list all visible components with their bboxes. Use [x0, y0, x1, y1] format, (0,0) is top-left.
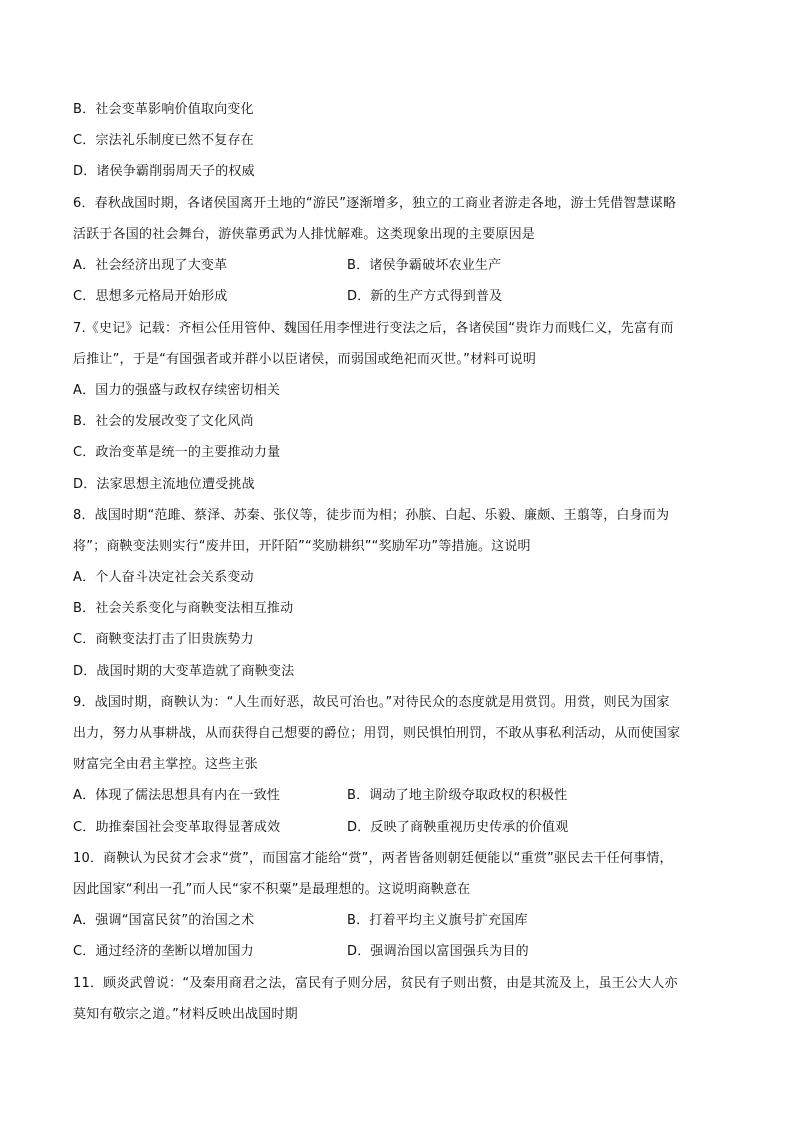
q9-option-d[interactable]: D．反映了商鞅重视历史传承的价值观: [347, 820, 569, 835]
q8-option-a[interactable]: A．个人奋斗决定社会关系变动: [73, 570, 254, 585]
q7-option-c[interactable]: C．政治变革是统一的主要推动力量: [73, 445, 281, 460]
q6-stem-line-2: 活跃于各国的社会舞台，游侠靠勇武为人排忧解难。这类现象出现的主要原因是: [73, 227, 536, 242]
q7-stem-line-1: 7.《史记》记载：齐桓公任用管仲、魏国任用李悝进行变法之后，各诸侯国“贵诈力而贱仁义，先富有而: [73, 321, 674, 336]
q9-option-a[interactable]: A．体现了儒法思想具有内在一致性: [73, 788, 281, 803]
q7-option-a[interactable]: A．国力的强盛与政权存续密切相关: [73, 383, 281, 398]
q6-option-d[interactable]: D．新的生产方式得到普及: [347, 289, 503, 304]
q7-stem-line-2: 后推让”，于是“有国强者或并群小以臣诸侯，而弱国或绝祀而灭世。”材料可说明: [73, 352, 537, 367]
q10-stem-line-2: 因此国家“利出一孔”而人民“家不积粟”是最理想的。这说明商鞅意在: [73, 882, 471, 897]
q6-option-c[interactable]: C．思想多元格局开始形成: [73, 289, 228, 304]
q7-option-d[interactable]: D．法家思想主流地位遭受挑战: [73, 477, 255, 492]
q5-option-c[interactable]: C．宗法礼乐制度已然不复存在: [73, 133, 254, 148]
q8-stem-line-1: 8．战国时期“范雎、蔡泽、苏秦、张仪等，徒步而为相；孙膑、白起、乐毅、廉颇、王翦等，白身而为: [73, 508, 670, 523]
q8-option-d[interactable]: D．战国时期的大变革造就了商鞅变法: [73, 664, 295, 679]
q10-option-b[interactable]: B．打着平均主义旗号扩充国库: [347, 913, 528, 928]
q11-stem-line-1: 11．顾炎武曾说：“及秦用商君之法，富民有子则分居，贫民有子则出赘，由是其流及上，虽王公大人亦: [73, 976, 678, 991]
q6-option-a[interactable]: A．社会经济出现了大变革: [73, 258, 228, 273]
q9-option-b[interactable]: B．调动了地主阶级夺取政权的积极性: [347, 788, 568, 803]
q10-option-d[interactable]: D．强调治国以富国强兵为目的: [347, 944, 529, 959]
q8-option-c[interactable]: C．商鞅变法打击了旧贵族势力: [73, 632, 254, 647]
q11-stem-line-2: 莫知有敬宗之道。”材料反映出战国时期: [73, 1007, 298, 1022]
q10-option-c[interactable]: C．通过经济的垄断以增加国力: [73, 944, 254, 959]
q8-stem-line-2: 将”；商鞅变法则实行“废井田，开阡陌”“奖励耕织”“奖励军功”等措施。这说明: [73, 539, 531, 554]
q5-option-d[interactable]: D．诸侯争霸削弱周天子的权威: [73, 164, 255, 179]
q8-option-b[interactable]: B．社会关系变化与商鞅变法相互推动: [73, 601, 294, 616]
q7-option-b[interactable]: B．社会的发展改变了文化风尚: [73, 414, 254, 429]
q9-stem-line-1: 9．战国时期，商鞅认为：“人生而好恶，故民可治也。”对待民众的态度就是用赏罚。用赏，则民为国家: [73, 695, 670, 710]
q6-stem-line-1: 6．春秋战国时期，各诸侯国离开土地的“游民”逐渐增多，独立的工商业者游走各地，游士凭借智慧谋略: [73, 196, 677, 211]
q6-option-b[interactable]: B．诸侯争霸破坏农业生产: [347, 258, 502, 273]
q9-stem-line-2: 出力，努力从事耕战，从而获得自己想要的爵位；用罚，则民惧怕刑罚，不敢从事私利活动，从而使国家: [73, 726, 681, 741]
q10-stem-line-1: 10．商鞅认为民贫才会求“赏”，而国富才能给“赏”，两者皆备则朝廷便能以“重赏”驱民去干任何事情，: [73, 851, 673, 866]
q9-stem-line-3: 财富完全由君主掌控。这些主张: [73, 757, 258, 772]
q9-option-c[interactable]: C．助推秦国社会变革取得显著成效: [73, 820, 281, 835]
q5-option-b[interactable]: B．社会变革影响价值取向变化: [73, 102, 254, 117]
q10-option-a[interactable]: A．强调“国富民贫”的治国之术: [73, 913, 255, 928]
